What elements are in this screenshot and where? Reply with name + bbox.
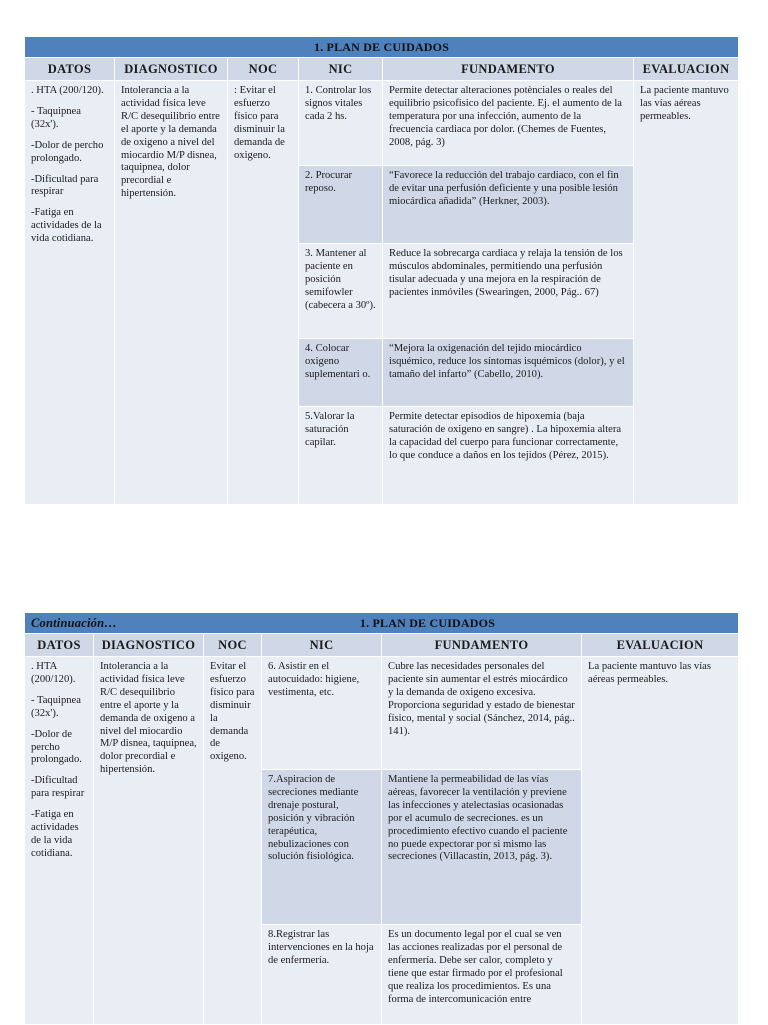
- fundamento-cell: Permite detectar episodios de hipoxemia (baja saturación de oxigeno en sangre) . La hipoxemia altera la capacidad del cuerpo para funcionar correctamente, lo que conduce a daños en los tejidos (Pérez, 2015).: [383, 407, 634, 505]
- fundamento-cell: Cubre las necesidades personales del paciente sin aumentar el estrés miocárdico y la demanda de oxigeno excesiva. Proporciona seguridad y estado de bienestar físico, mental y social (Sánchez, 2014, pág.. 141).: [382, 657, 582, 770]
- nic-cell: 4. Colocar oxigeno suplementari o.: [299, 339, 383, 407]
- dato-item: - Taquipnea (32x').: [31, 694, 81, 719]
- fundamento-cell: Reduce la sobrecarga cardiaca y relaja la tensión de los músculos abdominales, permitiendo una perfusión tisular adecuada y una mejora en la respiración de pacientes inmóviles (Swearingen, 2000, Pág.. 67): [383, 244, 634, 339]
- fundamento-cell: “Mejora la oxigenación del tejido miocárdico isquémico, reduce los síntomas isquémicos (dolor), y el tamaño del infarto” (Cabello, 2010).: [383, 339, 634, 407]
- header-evaluacion: EVALUACION: [582, 634, 739, 657]
- dato-item: -Dolor de percho prolongado.: [31, 728, 82, 766]
- header-nic: NIC: [262, 634, 382, 657]
- header-noc: NOC: [204, 634, 262, 657]
- noc-cell: : Evitar el esfuerzo físico para disminuir la demanda de oxigeno.: [228, 81, 299, 505]
- dato-item: -Dolor de percho prolongado.: [31, 139, 104, 164]
- nic-cell: 7.Aspiracion de secreciones mediante drenaje postural, posición y vibración terapéutica, nebulizaciones con solución fisiológica.: [262, 770, 382, 925]
- header-evaluacion: EVALUACION: [634, 58, 739, 81]
- header-datos: DATOS: [25, 634, 94, 657]
- fundamento-cell: Es un documento legal por el cual se ven las acciones realizadas por el personal de enfermería. Debe ser calor, completo y tiene que estar firmado por el profesional que realiza los procedimientos. Es una forma de intercomunicación entre: [382, 925, 582, 1025]
- datos-cell: [25, 81, 115, 505]
- table-title-row: [25, 613, 739, 634]
- header-diagnostico: DIAGNOSTICO: [94, 634, 204, 657]
- nic-cell: 5.Valorar la saturación capilar.: [299, 407, 383, 505]
- header-noc: NOC: [228, 58, 299, 81]
- noc-cell: Evitar el esfuerzo físico para disminuir la demanda de oxigeno.: [204, 657, 262, 1025]
- evaluacion-cell: La paciente mantuvo las vías aéreas permeables.: [634, 81, 739, 505]
- nic-cell: 2. Procurar reposo.: [299, 166, 383, 244]
- datos-cell: [25, 657, 94, 1025]
- nic-cell: 6. Asistir en el autocuidado: higiene, vestimenta, etc.: [262, 657, 382, 770]
- nic-cell: 1. Controlar los signos vitales cada 2 hs.: [299, 81, 383, 166]
- diagnostico-cell: Intolerancia a la actividad física leve R/C desequilibrio entre el aporte y la demanda de oxigeno a nivel del miocardio M/P disnea, taquipnea, dolor precordial e hipertensión.: [115, 81, 228, 505]
- fundamento-cell: Permite detectar alteraciones potènciales o reales del equilibrio psicofisico del paciente. Ej. el aumento de la temperatura por una infección, aumento de la frecuencia cardiaca por dolor. (Chemes de Fuentes, 2008, pág. 3): [383, 81, 634, 166]
- nic-cell: 8.Registrar las intervenciones en la hoja de enfermería.: [262, 925, 382, 1025]
- dato-item: -Dificultad para respirar: [31, 173, 99, 198]
- diagnostico-cell: Intolerancia a la actividad física leve R/C desequilibrio entre el aporte y la demanda de oxigeno a nivel del miocardio M/P disnea, taquipnea, dolor precordial e hipertensión.: [94, 657, 204, 1025]
- nic-cell: 3. Mantener al paciente en posición semifowler (cabecera a 30º).: [299, 244, 383, 339]
- header-diagnostico: DIAGNOSTICO: [115, 58, 228, 81]
- fundamento-cell: “Favorece la reducción del trabajo cardiaco, con el fin de evitar una perfusión deficiente y una posible lesión miocárdica añadida” (Herkner, 2003).: [383, 166, 634, 244]
- header-datos: DATOS: [25, 58, 115, 81]
- table-title: 1. PLAN DE CUIDADOS: [25, 37, 739, 58]
- continuation-label: Continuación…: [31, 615, 117, 630]
- care-plan-table-2: [24, 612, 739, 1025]
- evaluacion-cell: La paciente mantuvo las vías aéreas permeables.: [582, 657, 739, 1025]
- table-title: 1. PLAN DE CUIDADOS: [359, 615, 496, 630]
- dato-item: -Fatiga en actividades de la vida cotidiana.: [31, 809, 79, 859]
- dato-item: -Fatiga en actividades de la vida cotidiana.: [31, 207, 102, 245]
- dato-item: -Dificultad para respirar: [31, 775, 85, 800]
- dato-item: . HTA (200/120).: [31, 85, 104, 96]
- dato-item: . HTA (200/120).: [31, 661, 76, 685]
- header-fundamento: FUNDAMENTO: [383, 58, 634, 81]
- care-plan-table-1: [24, 36, 739, 505]
- header-fundamento: FUNDAMENTO: [382, 634, 582, 657]
- dato-item: - Taquipnea (32x').: [31, 105, 81, 130]
- header-nic: NIC: [299, 58, 383, 81]
- fundamento-cell: Mantiene la permeabilidad de las vías aéreas, favorecer la ventilación y previene las infecciones y atelectasias ocasionadas por el acumulo de secreciones. es un procedimiento efectivo cuando el paciente no puede expectorar por si mismo las secreciones (Villacastín, 2013, pág. 3).: [382, 770, 582, 925]
